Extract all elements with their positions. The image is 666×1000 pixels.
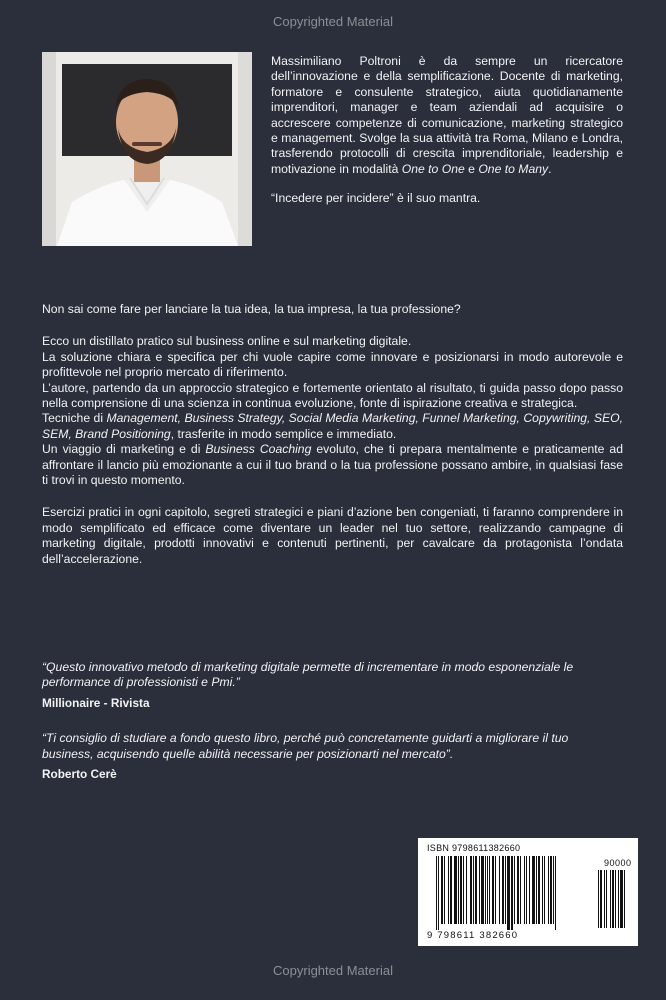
barcode-bar: [598, 870, 599, 928]
barcode-bar: [524, 856, 525, 924]
barcode-bar: [505, 856, 506, 924]
testimonial-author: Roberto Cerè: [42, 767, 117, 782]
testimonial: [42, 731, 623, 782]
barcode-bar: [517, 856, 519, 924]
barcode-bar: [544, 856, 545, 924]
barcode-bar: [615, 870, 616, 928]
barcode-bar: [606, 870, 607, 928]
book-description: [42, 302, 623, 567]
barcode-bar: [475, 856, 477, 924]
testimonials: [42, 660, 623, 782]
copyright-watermark-bottom: Copyrighted Material: [273, 963, 393, 978]
barcode-bar: [489, 856, 490, 924]
isbn-barcode: [418, 838, 638, 946]
barcode-bar: [618, 870, 619, 928]
barcode-bar: [463, 856, 464, 924]
barcode-bar: [448, 856, 449, 924]
barcode-bar: [555, 856, 556, 930]
author-photo: [42, 52, 252, 246]
barcode-bar: [436, 856, 437, 930]
barcode-bar: [542, 856, 543, 924]
barcode-bar: [460, 856, 462, 924]
author-bio: [271, 54, 623, 221]
barcode-bar: [520, 856, 521, 924]
barcode-bar: [624, 870, 625, 928]
barcode-bar: [529, 856, 530, 924]
barcode-bar: [526, 856, 527, 924]
barcode-bar: [481, 856, 484, 924]
description-paragraph: Tecniche di Management, Business Strategy, Social Media Marketing, Funnel Marketing, Copywriting, SEO, SEM, Brand Positioning, trasferite in modo semplice e immediato.: [42, 411, 623, 441]
barcode-bar: [620, 870, 623, 928]
testimonial: [42, 660, 623, 711]
testimonial-author: Millionaire - Rivista: [42, 695, 150, 710]
barcode-price-code: 90000: [604, 858, 632, 868]
barcode-bar: [492, 856, 494, 924]
testimonial-text: “Ti consiglio di studiare a fondo questo libro, perché può concretamente guidarti a migliorare il tuo business, acquisendo quelle abilità necessarie per posizionarti nel mercato”.: [42, 731, 569, 761]
description-paragraph: Un viaggio di marketing e di Business Coaching evoluto, che ti prepara mentalmente e praticamente ad affrontare il lancio più emozionante a cui il tuo brand o la tua professione possano ambire, in qualsiasi fase ti trovi in questo momento.: [42, 442, 623, 488]
testimonial-text: “Questo innovativo metodo di marketing digitale permette di incrementare in modo esponenziale le performance di professionisti e Pmi.”: [42, 660, 574, 690]
barcode-bar: [507, 856, 510, 930]
barcode-addon-bars: [598, 870, 632, 928]
description-question: Non sai come fare per lanciare la tua idea, la tua impresa, la tua professione?: [42, 302, 461, 316]
barcode-bar: [511, 856, 513, 930]
barcode-bar: [444, 856, 445, 924]
barcode-bar: [473, 856, 474, 924]
barcode-bar: [470, 856, 472, 924]
barcode-bar: [502, 856, 504, 924]
barcode-bar: [514, 856, 515, 924]
description-paragraph: L’autore, partendo da un approccio strategico e fortemente orientato al risultato, ti guida passo dopo passo nella comprensione di una scienza in continua evoluzione, fonte di ispirazione creativa e strategica.: [42, 380, 623, 411]
barcode-bar: [441, 856, 443, 924]
description-paragraph: La soluzione chiara e specifica per chi vuole capire come innovare e posizionarsi in modo autorevole e profittevole nel proprio mercato di riferimento.: [42, 349, 623, 380]
barcode-bar: [479, 856, 480, 924]
barcode-bar: [499, 856, 500, 924]
author-mantra: “Incedere per incidere” è il suo mantra.: [271, 191, 481, 206]
barcode-bar: [604, 870, 605, 928]
barcode-bar: [548, 856, 549, 924]
barcode-bar: [487, 856, 488, 924]
description-paragraph: Ecco un distillato pratico sul business online e sul marketing digitale.: [42, 334, 412, 349]
barcode-bar: [532, 856, 535, 924]
author-bio-text: Massimiliano Poltroni è da sempre un ricercatore dell’innovazione e della semplificazione. Docente di marketing, formatore e consulente strategico, aiuta quotidianamente imprenditori, manager e team aziendali ad acquisire o accrescere competenze di comunicazione, marketing strategico e management. Svolge la sua attività tra Roma, Milano e Londra, trasferendo protocolli di crescita imprenditoriale, leadership e motivazione in modalità One to One e One to Many.: [271, 54, 623, 176]
barcode-bar: [458, 856, 459, 924]
barcode-bar: [466, 856, 467, 924]
barcode-bar: [485, 856, 486, 924]
barcode-bar: [536, 856, 537, 924]
barcode-bar: [538, 856, 540, 924]
barcode-bar: [610, 870, 611, 928]
barcode-bar: [612, 870, 614, 928]
barcode-bar: [553, 856, 554, 924]
barcode-bar: [495, 856, 496, 924]
barcode-bar: [600, 870, 602, 928]
barcode-bar: [550, 856, 552, 924]
barcode-bar: [438, 856, 439, 930]
copyright-watermark-top: Copyrighted Material: [273, 14, 393, 29]
barcode-bars: [436, 856, 592, 930]
isbn-label: ISBN 9798611382660: [427, 843, 521, 853]
barcode-number: 9 798611 382660: [427, 930, 519, 941]
description-paragraph: Esercizi pratici in ogni capitolo, segreti strategici e piani d’azione ben congeniati, ti faranno comprendere in modo semplificato ed efficace come diventare un leader nel tuo settore, realizzando campagne di marketing digitale, prodotti innovativi e contenuti pertinenti, per cavalcare da protagonista l’ondata dell’accelerazione.: [42, 505, 623, 566]
barcode-bar: [450, 856, 452, 924]
barcode-bar: [454, 856, 457, 924]
